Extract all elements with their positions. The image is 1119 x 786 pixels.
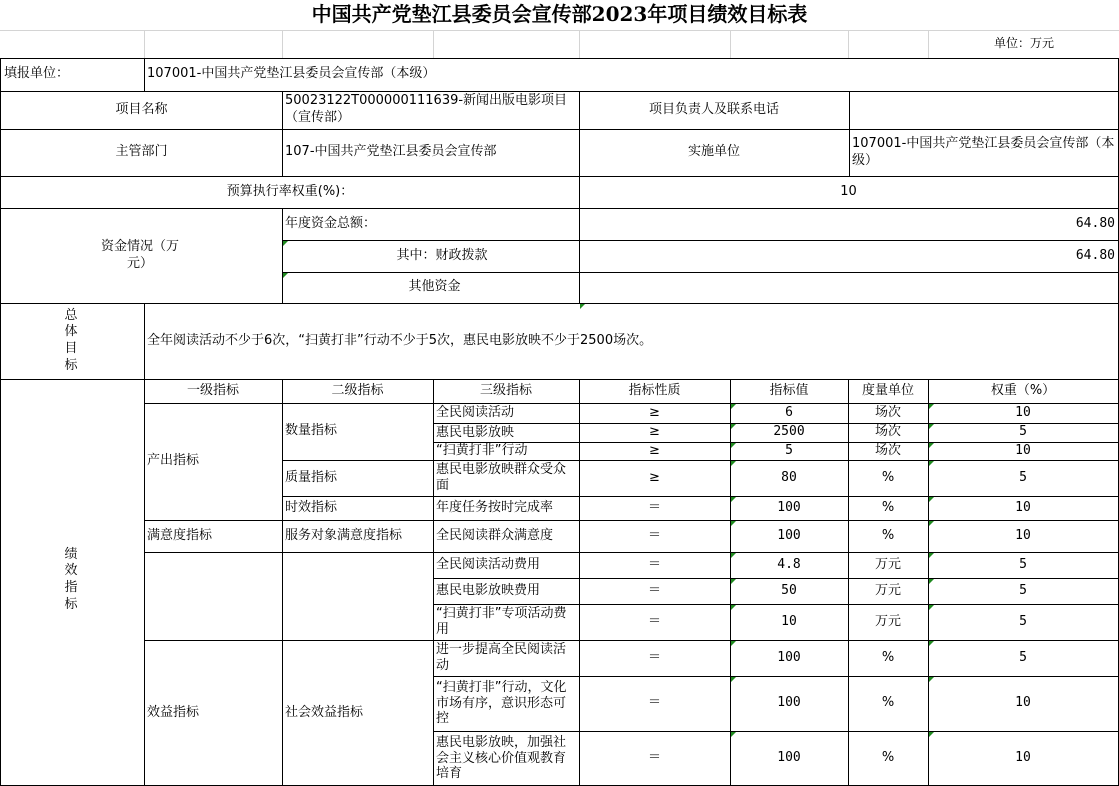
funds-total-label: 年度资金总额： [285, 215, 377, 231]
indicator-nature[interactable]: ＝ [647, 649, 661, 665]
light-grid-line [282, 30, 283, 58]
cell-comment-marker-icon [580, 304, 585, 309]
cell-comment-marker-icon [929, 497, 934, 502]
indicator-value[interactable]: 4.8 [777, 556, 801, 572]
level3-indicator: “扫黄打非”专项活动费用 [436, 606, 567, 637]
header-nature: 指标性质 [628, 382, 681, 398]
indicator-weight[interactable]: 5 [1019, 424, 1027, 440]
cell-comment-marker-icon [731, 424, 736, 429]
indicator-unit[interactable]: 场次 [874, 442, 901, 458]
indicator-unit[interactable]: 万元 [874, 582, 901, 598]
light-grid-line [579, 30, 580, 58]
indicator-unit[interactable]: % [881, 695, 895, 711]
level1-benefit: 效益指标 [147, 704, 200, 720]
indicator-weight[interactable]: 10 [1015, 695, 1031, 711]
indicator-value[interactable]: 100 [777, 695, 801, 711]
cell-comment-marker-icon [731, 605, 736, 610]
budget-rate-value[interactable]: 10 [840, 183, 857, 199]
indicator-unit[interactable]: 万元 [874, 613, 901, 629]
cell-comment-marker-icon [731, 677, 736, 682]
indicator-value[interactable]: 100 [777, 499, 801, 515]
cell-comment-marker-icon [731, 579, 736, 584]
cell-comment-marker-icon [929, 605, 934, 610]
indicator-nature[interactable]: ＝ [647, 499, 661, 515]
indicator-unit[interactable]: 场次 [874, 424, 901, 440]
indicator-value[interactable]: 50 [781, 582, 797, 598]
level2-social-benefit: 社会效益指标 [285, 704, 364, 720]
cell-comment-marker-icon [731, 732, 736, 737]
cell-comment-marker-icon [929, 521, 934, 526]
cell-comment-marker-icon [929, 424, 934, 429]
level3-indicator: 全民阅读群众满意度 [436, 528, 554, 544]
light-grid-line [144, 30, 145, 58]
performance-label: 绩效指标 [64, 546, 78, 612]
indicator-nature[interactable]: ＝ [647, 556, 661, 572]
indicator-nature[interactable]: ≥ [649, 469, 660, 485]
level2-timeliness: 时效指标 [285, 499, 338, 515]
indicator-value[interactable]: 2500 [773, 424, 805, 440]
header-unit: 度量单位 [861, 382, 914, 398]
indicator-value[interactable]: 100 [777, 527, 801, 543]
cell-comment-marker-icon [929, 641, 934, 646]
cell-comment-marker-icon [731, 443, 736, 448]
indicator-unit[interactable]: % [881, 469, 895, 485]
funds-total-value[interactable]: 64.80 [1075, 215, 1115, 231]
overall-goal-text[interactable]: 全年阅读活动不少于6次，“扫黄打非”行动不少于5次，惠民电影放映不少于2500场次。 [147, 332, 653, 348]
indicator-nature[interactable]: ＝ [647, 750, 661, 766]
indicator-unit[interactable]: % [881, 499, 895, 515]
light-grid-line [730, 30, 731, 58]
indicator-unit[interactable]: % [881, 649, 895, 665]
indicator-weight[interactable]: 5 [1019, 469, 1027, 485]
level2-cost [282, 552, 433, 640]
header-level1: 一级指标 [186, 382, 239, 398]
cell-comment-marker-icon [929, 443, 934, 448]
cell-comment-marker-icon [731, 461, 736, 466]
indicator-unit[interactable]: 场次 [874, 404, 901, 420]
header-weight: 权重（%） [990, 382, 1056, 398]
level3-indicator: 惠民电影放映群众受众面 [436, 462, 567, 493]
budget-rate-label: 预算执行率权重(%)： [226, 183, 354, 199]
indicator-value[interactable]: 10 [781, 613, 797, 629]
level3-indicator: 惠民电影放映 [436, 424, 515, 440]
indicator-weight[interactable]: 10 [1015, 527, 1031, 543]
level3-indicator: 年度任务按时完成率 [436, 500, 554, 516]
indicator-weight[interactable]: 5 [1019, 556, 1027, 572]
dept-value[interactable]: 107-中国共产党垫江县委员会宣传部 [285, 144, 497, 160]
filler-value[interactable]: 107001-中国共产党垫江县委员会宣传部（本级） [147, 66, 436, 82]
cell-comment-marker-icon [731, 641, 736, 646]
indicator-unit[interactable]: % [881, 750, 895, 766]
project-name-label: 项目名称 [115, 101, 168, 117]
sheet-title: 中国共产党垫江县委员会宣传部2023年项目绩效目标表 [311, 2, 808, 27]
funds-fiscal-value[interactable]: 64.80 [1075, 247, 1115, 263]
level3-indicator: “扫黄打非”行动 [436, 443, 528, 459]
level3-indicator: 惠民电影放映费用 [436, 583, 541, 599]
project-contact-label: 项目负责人及联系电话 [648, 101, 779, 117]
indicator-nature[interactable]: ≥ [649, 442, 660, 458]
cell-comment-marker-icon [731, 497, 736, 502]
indicator-weight[interactable]: 10 [1015, 499, 1031, 515]
funds-fiscal-label: 其中：财政拨款 [396, 247, 488, 263]
level3-indicator: 全民阅读活动 [436, 405, 515, 421]
unit-note: 单位：万元 [993, 36, 1054, 51]
indicator-nature[interactable]: ＝ [647, 582, 661, 598]
indicator-nature[interactable]: ＝ [647, 613, 661, 629]
cell-comment-marker-icon [929, 579, 934, 584]
indicator-weight[interactable]: 10 [1015, 442, 1031, 458]
indicator-nature[interactable]: ≥ [649, 404, 660, 420]
indicator-unit[interactable]: 万元 [874, 556, 901, 572]
indicator-nature[interactable]: ≥ [649, 424, 660, 440]
level2-service-satisfaction: 服务对象满意度指标 [285, 527, 403, 543]
impl-value[interactable]: 107001-中国共产党垫江县委员会宣传部（本级） [852, 135, 1115, 168]
header-level3: 三级指标 [479, 382, 532, 398]
cell-comment-marker-icon [731, 553, 736, 558]
impl-label: 实施单位 [687, 144, 740, 160]
indicator-value[interactable]: 100 [777, 649, 801, 665]
level1-cost [144, 552, 282, 640]
level2-quantity: 数量指标 [285, 423, 338, 439]
project-contact-value[interactable] [849, 91, 1118, 129]
indicator-unit[interactable]: % [881, 527, 895, 543]
level2-quality: 质量指标 [285, 469, 338, 485]
light-grid-line [928, 30, 929, 58]
cell-comment-marker-icon [929, 404, 934, 409]
overall-goal-label: 总体目标 [64, 307, 78, 373]
light-grid-line [848, 30, 849, 58]
cell-comment-marker-icon [929, 677, 934, 682]
level1-output: 产出指标 [147, 453, 200, 469]
filler-label: 填报单位： [4, 66, 70, 82]
cell-comment-marker-icon [929, 461, 934, 466]
indicator-weight[interactable]: 5 [1019, 649, 1027, 665]
funds-other-value[interactable] [579, 272, 1118, 303]
indicator-value[interactable]: 5 [785, 442, 793, 458]
cell-comment-marker-icon [731, 404, 736, 409]
level3-indicator: 惠民电影放映，加强社会主义核心价值观教育培育 [436, 735, 567, 782]
level1-satisfaction: 满意度指标 [147, 527, 213, 543]
indicator-weight[interactable]: 5 [1019, 613, 1027, 629]
light-grid-line [433, 30, 434, 58]
level3-indicator: 进一步提高全民阅读活动 [436, 642, 567, 673]
project-name-value[interactable]: 50023122T000000111639-新闻出版电影项目（宣传部） [285, 93, 568, 125]
level3-indicator: “扫黄打非”行动，文化市场有序，意识形态可控 [436, 680, 567, 727]
header-value: 指标值 [769, 382, 809, 398]
funds-label: 资金情况（万元） [100, 238, 179, 271]
indicator-weight[interactable]: 10 [1015, 750, 1031, 766]
header-level2: 二级指标 [331, 382, 384, 398]
indicator-value[interactable]: 6 [785, 404, 793, 420]
indicator-nature[interactable]: ＝ [647, 695, 661, 711]
indicator-value[interactable]: 100 [777, 750, 801, 766]
cell-comment-marker-icon [929, 732, 934, 737]
cell-comment-marker-icon [929, 553, 934, 558]
cell-comment-marker-icon [283, 273, 288, 278]
dept-label: 主管部门 [115, 144, 168, 160]
indicator-weight[interactable]: 5 [1019, 582, 1027, 598]
cell-comment-marker-icon [283, 241, 288, 246]
indicator-value[interactable]: 80 [781, 469, 797, 485]
funds-other-label: 其他资金 [408, 279, 461, 295]
level3-indicator: 全民阅读活动费用 [436, 557, 541, 573]
cell-comment-marker-icon [731, 521, 736, 526]
indicator-weight[interactable]: 10 [1015, 404, 1031, 420]
indicator-nature[interactable]: ＝ [647, 527, 661, 543]
